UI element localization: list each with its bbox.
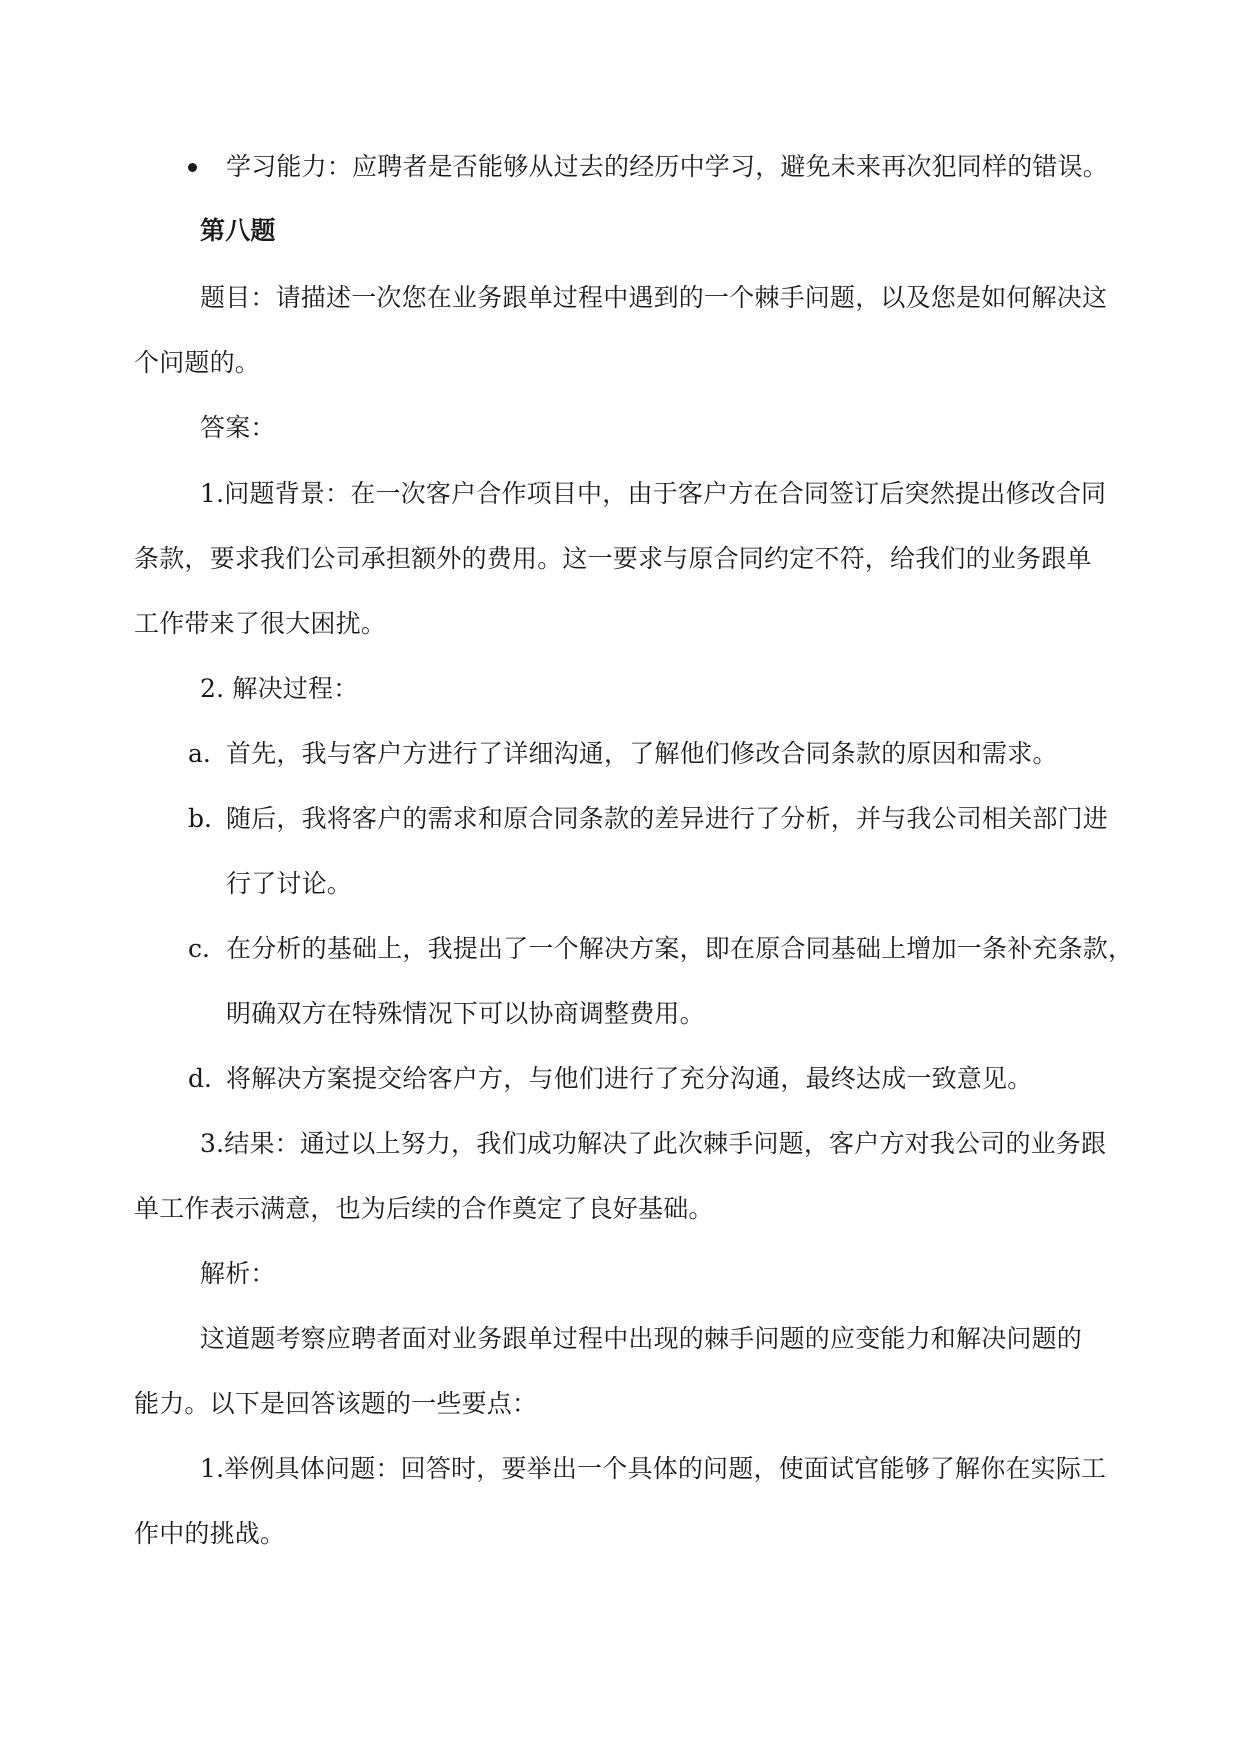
point3-line-2: 单工作表示满意，也为后续的合作奠定了良好基础。 — [134, 1194, 714, 1223]
analysis-line-2: 能力。以下是回答该题的一些要点： — [134, 1389, 538, 1418]
point2-label: 2. 解决过程： — [200, 674, 359, 703]
tip1-line-1: 1.举例具体问题：回答时，要举出一个具体的问题，使面试官能够了解你在实际工 — [200, 1454, 1107, 1483]
point3-line-1: 3.结果：通过以上努力，我们成功解决了此次棘手问题，客户方对我公司的业务跟 — [200, 1129, 1107, 1158]
step-c-line-1: 在分析的基础上，我提出了一个解决方案，即在原合同基础上增加一条补充条款， — [226, 934, 1134, 963]
tip1-line-2: 作中的挑战。 — [134, 1519, 286, 1548]
analysis-label: 解析： — [200, 1259, 276, 1288]
point1-line-3: 工作带来了很大困扰。 — [134, 609, 387, 638]
section-title: 第八题 — [200, 216, 276, 245]
step-a-line-1: 首先，我与客户方进行了详细沟通，了解他们修改合同条款的原因和需求。 — [226, 739, 1058, 768]
step-d-marker: d. — [188, 1064, 212, 1093]
step-c-marker: c. — [188, 934, 210, 963]
step-b-marker: b. — [188, 804, 212, 833]
point1-line-1: 1.问题背景：在一次客户合作项目中，由于客户方在合同签订后突然提出修改合同 — [200, 479, 1107, 508]
question-line-1: 题目：请描述一次您在业务跟单过程中遇到的一个棘手问题，以及您是如何解决这 — [200, 283, 1108, 312]
step-b-line-1: 随后，我将客户的需求和原合同条款的差异进行了分析，并与我公司相关部门进 — [226, 804, 1109, 833]
point1-line-2: 条款，要求我们公司承担额外的费用。这一要求与原合同约定不符，给我们的业务跟单 — [134, 544, 1092, 573]
answer-label: 答案： — [200, 413, 276, 442]
bullet-item-learning-ability: 学习能力：应聘者是否能够从过去的经历中学习，避免未来再次犯同样的错误。 — [226, 152, 1109, 181]
bullet-dot-icon — [188, 163, 197, 172]
step-d-line-1: 将解决方案提交给客户方，与他们进行了充分沟通，最终达成一致意见。 — [226, 1064, 1033, 1093]
step-c-line-2: 明确双方在特殊情况下可以协商调整费用。 — [226, 999, 705, 1028]
step-b-line-2: 行了讨论。 — [226, 869, 353, 898]
analysis-line-1: 这道题考察应聘者面对业务跟单过程中出现的棘手问题的应变能力和解决问题的 — [200, 1324, 1083, 1353]
step-a-marker: a. — [188, 739, 211, 768]
question-line-2: 个问题的。 — [134, 348, 261, 377]
